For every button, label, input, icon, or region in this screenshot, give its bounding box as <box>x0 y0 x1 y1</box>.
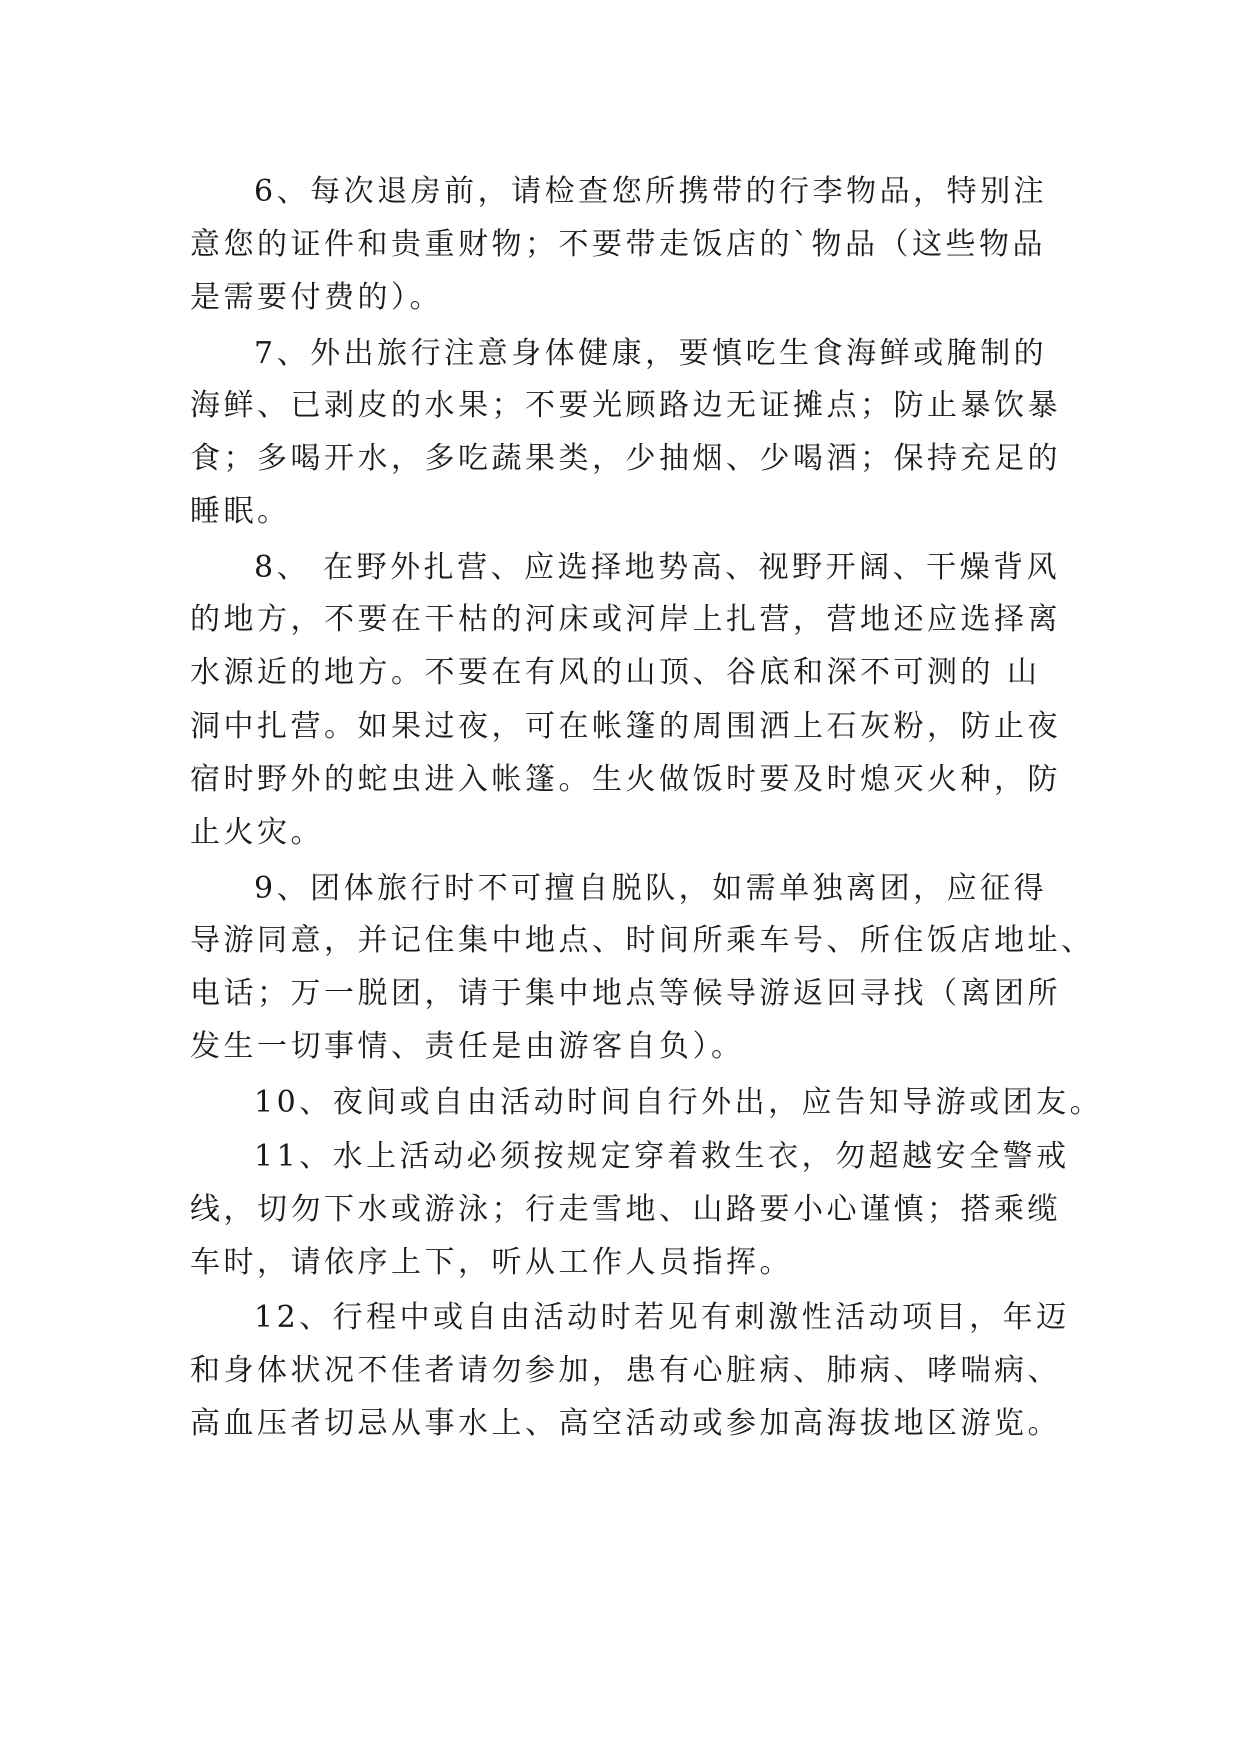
text-line: 6、每次退房前，请检查您所携带的行李物品，特别注 <box>254 174 1048 209</box>
text-line: 车时，请依序上下，听从工作人员指挥。 <box>190 1245 793 1280</box>
text-line: 宿时野外的蛇虫进入帐篷。生火做饭时要及时熄灭火种，防 <box>190 762 1061 797</box>
text-line: 11、水上活动必须按规定穿着救生衣，勿超越安全警戒 <box>254 1139 1070 1174</box>
text-line: 电话；万一脱团，请于集中地点等候导游返回寻找（离团所 <box>190 976 1061 1011</box>
text-line: 海鲜、已剥皮的水果；不要光顾路边无证摊点；防止暴饮暴 <box>190 388 1061 423</box>
text-line: 和身体状况不佳者请勿参加，患有心脏病、肺病、哮喘病、 <box>190 1353 1061 1388</box>
text-line: 是需要付费的）。 <box>190 280 443 315</box>
text-line: 的地方，不要在干枯的河床或河岸上扎营，营地还应选择离 <box>190 602 1061 637</box>
text-line: 7、外出旅行注意身体健康，要慎吃生食海鲜或腌制的 <box>254 336 1048 371</box>
text-line: 高血压者切忌从事水上、高空活动或参加高海拔地区游览。 <box>190 1406 1061 1441</box>
text-line: 发生一切事情、责任是由游客自负）。 <box>190 1029 745 1064</box>
text-line: 9、团体旅行时不可擅自脱队，如需单独离团，应征得 <box>254 871 1048 906</box>
text-line: 导游同意，并记住集中地点、时间所乘车号、所住饭店地址、 <box>190 923 1095 958</box>
text-line: 10、夜间或自由活动时间自行外出，应告知导游或团友。 <box>254 1085 1104 1120</box>
text-line: 水源近的地方。不要在有风的山顶、谷底和深不可测的 山 <box>190 655 1041 690</box>
text-line: 止火灾。 <box>190 815 324 850</box>
text-line: 意您的证件和贵重财物；不要带走饭店的`物品（这些物品 <box>190 227 1046 262</box>
text-line: 洞中扎营。如果过夜，可在帐篷的周围洒上石灰粉，防止夜 <box>190 709 1061 744</box>
text-line: 线，切勿下水或游泳；行走雪地、山路要小心谨慎；搭乘缆 <box>190 1192 1061 1227</box>
text-line: 食；多喝开水，多吃蔬果类，少抽烟、少喝酒；保持充足的 <box>190 441 1061 476</box>
text-line: 12、行程中或自由活动时若见有刺激性活动项目，年迈 <box>254 1300 1070 1335</box>
text-line: 8、 在野外扎营、应选择地势高、视野开阔、干燥背风 <box>254 550 1061 585</box>
text-line: 睡眠。 <box>190 494 291 529</box>
